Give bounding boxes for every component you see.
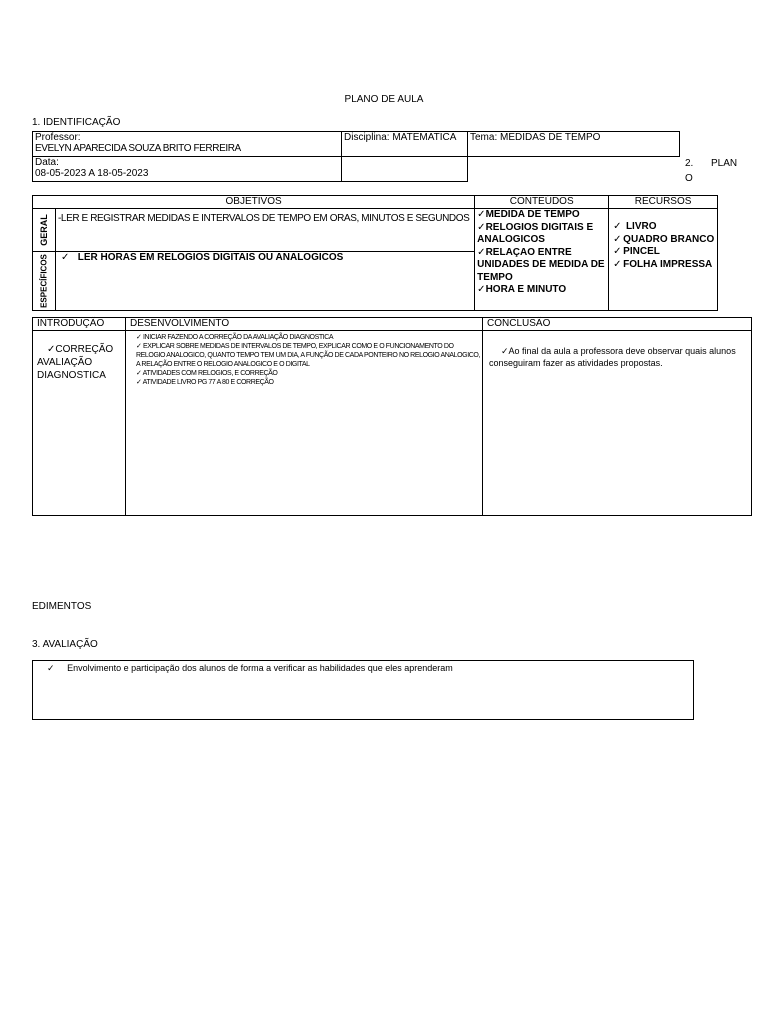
conteudo-item: ✓RELAÇAO ENTRE UNIDADES DE MEDIDA DE TEMPO <box>477 246 605 283</box>
evaluation-text: Envolvimento e participação dos alunos de forma a verificar as habilidades que eles aprenderam <box>67 663 453 673</box>
geral-label: GERAL <box>39 214 49 246</box>
professor-name: EVELYN APARECIDA SOUZA BRITO FERREIRA <box>35 143 241 154</box>
procedimentos-fragment: EDIMENTOS <box>32 601 92 612</box>
recurso-item: ✓ PINCEL <box>613 246 660 257</box>
header-conteudos: CONTEÚDOS <box>475 196 609 209</box>
conteudos-cell <box>475 209 609 311</box>
recurso-item: ✓ QUADRO BRANCO <box>613 233 715 245</box>
conteudo-item: ✓MEDIDA DE TEMPO <box>477 209 580 220</box>
desenvolvimento-item: ✓ ATIVIDADE LIVRO PG 77 A 80 E CORREÇÃO <box>136 379 274 386</box>
section2-title-part1: PLAN <box>711 158 738 169</box>
especificos-label-cell <box>33 252 56 311</box>
identification-table <box>32 131 680 182</box>
check-icon: ✓ <box>501 346 509 356</box>
desenvolvimento-item: ✓ ATIVIDADES COM RELOGIOS, E CORREÇÃO <box>136 370 278 377</box>
conteudo-item: ✓HORA E MINUTO <box>477 284 567 295</box>
header-desenvolvimento: DESENVOLVIMENTO <box>126 318 483 331</box>
header-objetivos: OBJETIVOS <box>33 196 475 209</box>
empty-cell <box>342 157 468 182</box>
check-icon: ✓ <box>47 663 55 673</box>
recursos-cell <box>609 209 718 311</box>
data-cell <box>33 157 342 182</box>
conteudo-item: ✓RELOGIOS DIGITAIS E ANALOGICOS <box>477 221 594 245</box>
recurso-item: ✓ LIVRO <box>613 221 657 232</box>
desenvolvimento-cell <box>126 331 483 516</box>
document-title: PLANO DE AULA <box>344 94 424 105</box>
disciplina-cell: Disciplina: MATEMATICA <box>342 132 468 157</box>
conclusao-text: Ao final da aula a professora deve observar quais alunos conseguiram fazer as atividades propostas. <box>489 346 736 368</box>
tema-cell: Tema: MEDIDAS DE TEMPO <box>468 132 680 157</box>
check-icon: ✓ <box>61 252 70 263</box>
data-label: Data: <box>35 157 59 168</box>
conclusao-cell <box>483 331 752 516</box>
header-conclusao: CONCLUSÃO <box>483 318 752 331</box>
section2-title-part2: O <box>685 173 693 184</box>
especificos-label: ESPECÍFICOS <box>39 254 49 308</box>
data-value: 08-05-2023 A 18-05-2023 <box>35 168 149 179</box>
empty-cell-open <box>468 157 680 182</box>
evaluation-item <box>33 661 693 674</box>
header-introducao: INTRODUÇÃO <box>33 318 126 331</box>
professor-label: Professor: <box>35 132 81 143</box>
desenvolvimento-item: ✓ INICIAR FAZENDO A CORREÇÃO DA AVALIAÇÃO DIAGNOSTICA <box>136 334 334 341</box>
evaluation-box <box>32 660 694 720</box>
professor-cell <box>33 132 342 157</box>
especificos-objective: ✓ LER HORAS EM RELOGIOS DIGITAIS OU ANALOGICOS <box>56 252 475 311</box>
section2-number: 2. <box>685 158 694 169</box>
section-identificacao: 1. IDENTIFICAÇÃO <box>32 117 121 128</box>
objectives-table <box>32 195 718 311</box>
header-recursos: RECURSOS <box>609 196 718 209</box>
development-table <box>32 317 752 516</box>
section-avaliacao: 3. AVALIAÇÃO <box>32 639 98 650</box>
geral-objective: -LER E REGISTRAR MEDIDAS E INTERVALOS DE TEMPO EM ORAS, MINUTOS E SEGUNDOS <box>56 209 475 252</box>
recurso-item: ✓ FOLHA IMPRESSA <box>613 258 713 270</box>
check-icon: ✓ <box>47 344 56 355</box>
introducao-cell <box>33 331 126 516</box>
introducao-text: CORREÇÃO AVALIAÇÃO DIAGNOSTICA <box>37 344 114 381</box>
geral-label-cell <box>33 209 56 252</box>
desenvolvimento-item: ✓ EXPLICAR SOBRE MEDIDAS DE INTERVALOS DE TEMPO, EXPLICAR COMO E O FUNCIONAMENTO DO RELOGIO ANALOGICO, QUANTO TEMPO TEM UM DIA, A FUNÇÃO DE CADA PONTEIRO NO RELOGIO ANALOGICO, A RELAÇÃO ENTRE O RELOGIO ANALOGICO E O DIGITAL <box>136 343 481 368</box>
